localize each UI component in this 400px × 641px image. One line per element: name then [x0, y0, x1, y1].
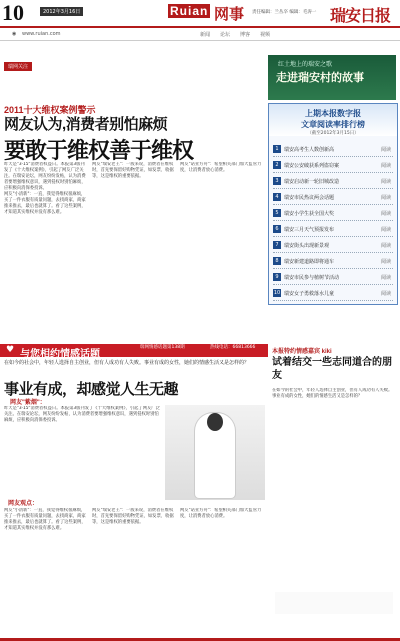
ranking-period: （截至2012年3月15日）	[307, 131, 359, 136]
feature-paragraph: 昨天是"3·15"消费者权益日。本报第3版刊发了《十大维权案例》，引起了网友广泛关注。在瑞安论坛，网友纷纷发帖，认为消费者要增强维权意识，遇到侵权时别怕麻烦，应积极向消保委投诉。	[4, 406, 160, 423]
newspaper-logo: 瑞安日报	[330, 8, 391, 25]
promo-banner[interactable]	[268, 55, 396, 100]
article-headline-1: 网友认为,消费者别怕麻烦	[4, 116, 168, 133]
feature-photo	[165, 405, 265, 500]
article-paragraph: 网友"瑞安老王"：一般来说，消费者在维权时，首先要保留好购物凭证，如发票、收据等，这是维权的重要依据。	[92, 162, 174, 179]
rank-value: 阅读	[380, 259, 391, 265]
article-column-1	[4, 162, 88, 342]
nav-link-news[interactable]: 新闻	[200, 32, 211, 38]
rank-number: 5	[273, 209, 281, 217]
ranking-row[interactable]	[273, 238, 393, 253]
ranking-row[interactable]	[273, 270, 393, 285]
rank-title: 瑞安新建道路即将通车	[284, 259, 335, 265]
rank-number: 1	[273, 145, 281, 153]
nav-link-blog[interactable]: 博客	[240, 32, 251, 38]
ranking-title-1: 上期本报数字报	[305, 109, 361, 118]
editors-line: 责任编辑：兰丛卒 编辑：毛涛一	[252, 10, 317, 15]
website-link[interactable]: www.ruian.com	[22, 31, 61, 37]
feature-paragraph: 网友"小清新"：一直，我觉得维权很麻烦，买了一件衣服有质量问题，去找商家，商家推来推去，最后也就算了。看了这些案例，才知道其实维权并没有那么难。	[4, 508, 86, 531]
guest-paragraph: 在如今的社会中，年轻人选择自主创业，但有人成功有人失败。事业有成的女性，她们的情感生活又是怎样的？	[272, 388, 393, 399]
feature-paragraph: 网友"瑞安老王"：一般来说，消费者在维权时，首先要保留好购物凭证，如发票、收据等，这是维权的重要依据。	[92, 508, 174, 525]
issue-date: 2012年3月16日	[40, 7, 83, 16]
feature-bar-issue: 瑞网情感话题第138期	[140, 345, 185, 350]
ranking-header	[269, 104, 397, 136]
ranking-title-2: 文章阅读率排行榜	[301, 120, 365, 129]
nav-link-video[interactable]: 视频	[260, 32, 271, 38]
feature-paragraph: 网友"诺亚方舟"：希望相关部门加大监管力度，让消费者放心消费。	[180, 508, 262, 519]
guest-title: 本报特约情感嘉宾 kiki	[272, 349, 332, 355]
feature-intro: 在如今的社会中，年轻人选择自主创业，但有人成功有人失败。事业有成的女性，她们的情感生活又是怎样的？	[4, 360, 250, 366]
ranking-row[interactable]	[273, 142, 393, 157]
rank-number: 10	[273, 290, 281, 296]
rank-title: 瑞安街头出现新景观	[284, 243, 330, 249]
rank-number: 8	[273, 257, 281, 265]
ranking-row[interactable]	[273, 158, 393, 173]
rank-value: 阅读	[380, 291, 391, 297]
rank-number: 2	[273, 161, 281, 169]
decorative-illustration	[275, 592, 393, 614]
rank-value: 阅读	[380, 147, 391, 153]
article-column-2	[92, 162, 176, 342]
rank-title: 瑞安小学生获全国大奖	[284, 211, 335, 217]
rank-value: 阅读	[380, 227, 391, 233]
ranking-row[interactable]	[273, 174, 393, 189]
article-paragraph: 网友"小清新"：一直，我觉得维权很麻烦，买了一件衣服有质量问题，去找商家，商家推来推去，最后也就算了。看了这些案例，才知道其实维权并没有那么难。	[4, 192, 86, 215]
ranking-box	[268, 103, 398, 305]
banner-line-2: 走进瑞安村的故事	[276, 72, 364, 84]
ruian-label	[168, 4, 210, 18]
person-head	[207, 413, 223, 431]
ranking-row[interactable]	[273, 190, 393, 205]
rank-value: 阅读	[380, 195, 391, 201]
rank-number: 4	[273, 193, 281, 201]
globe-icon: ◉	[12, 31, 17, 37]
rank-title: 瑞安女子勇救落水儿童	[284, 291, 335, 297]
article-paragraph: 网友"诺亚方舟"：希望相关部门加大监管力度，让消费者放心消费。	[180, 162, 262, 173]
article-paragraph: 昨天是"3·15"消费者权益日。本报第3版刊发了《十大维权案例》，引起了网友广泛关注。在瑞安论坛，网友纷纷发帖，认为消费者要增强维权意识，遇到侵权时别怕麻烦，应积极向消保委投诉。	[4, 162, 86, 191]
article-kicker: 2011十大维权案例警示	[4, 105, 96, 115]
feature-headline: 事业有成，却感觉人生无趣	[4, 381, 179, 398]
page-number: 10	[2, 0, 24, 25]
guest-headline: 试着结交一些志同道合的朋友	[272, 357, 392, 381]
rank-value: 阅读	[380, 179, 391, 185]
feature-body-3	[92, 508, 176, 636]
feature-bar-hotline: 热线电话：66813666	[210, 345, 256, 350]
feature-subhead-1: 网友"紫烟"：	[10, 400, 46, 406]
ranking-row[interactable]	[273, 222, 393, 237]
banner-line-1: 红土地上的瑞安之歌	[278, 61, 333, 68]
rank-value: 阅读	[380, 163, 391, 169]
feature-body-1	[4, 406, 162, 496]
feature-bar	[0, 344, 268, 360]
feature-bar-title: 与您相约情感话题	[20, 349, 100, 360]
rank-value: 阅读	[380, 211, 391, 217]
feature-body-2	[4, 508, 88, 636]
rank-number: 6	[273, 225, 281, 233]
ranking-row[interactable]	[273, 254, 393, 269]
feature-body-4	[180, 508, 264, 636]
rank-number: 3	[273, 177, 281, 185]
article-column-3	[180, 162, 264, 342]
site-navbar	[0, 28, 400, 41]
rank-title: 瑞安市民参与植树节活动	[284, 275, 340, 281]
rank-value: 阅读	[380, 275, 391, 281]
ranking-row[interactable]	[273, 206, 393, 221]
nav-link-forum[interactable]: 论坛	[220, 32, 231, 38]
article-headline-2: 要敢于维权善于维权	[4, 138, 194, 163]
rank-title: 瑞安市民热议两会话题	[284, 195, 335, 201]
rank-title: 瑞安三月天气预报发布	[284, 227, 335, 233]
section-tag: 瑞网关注	[4, 62, 32, 71]
rank-title: 瑞安公安破获系列盗窃案	[284, 163, 340, 169]
rank-value: 阅读	[380, 243, 391, 249]
ranking-row[interactable]	[273, 286, 393, 301]
feature-subhead-2: 网友观点：	[8, 501, 39, 507]
rank-number: 9	[273, 273, 281, 281]
column-name: 网事	[214, 6, 245, 23]
rank-number: 7	[273, 241, 281, 249]
ruian-mark: Ruian	[170, 4, 209, 18]
guest-body	[272, 388, 394, 588]
rank-title: 瑞安高考生人数创新高	[284, 147, 335, 153]
heart-icon: ♥	[6, 345, 15, 355]
rank-title: 瑞安启动新一轮旧城改造	[284, 179, 340, 185]
